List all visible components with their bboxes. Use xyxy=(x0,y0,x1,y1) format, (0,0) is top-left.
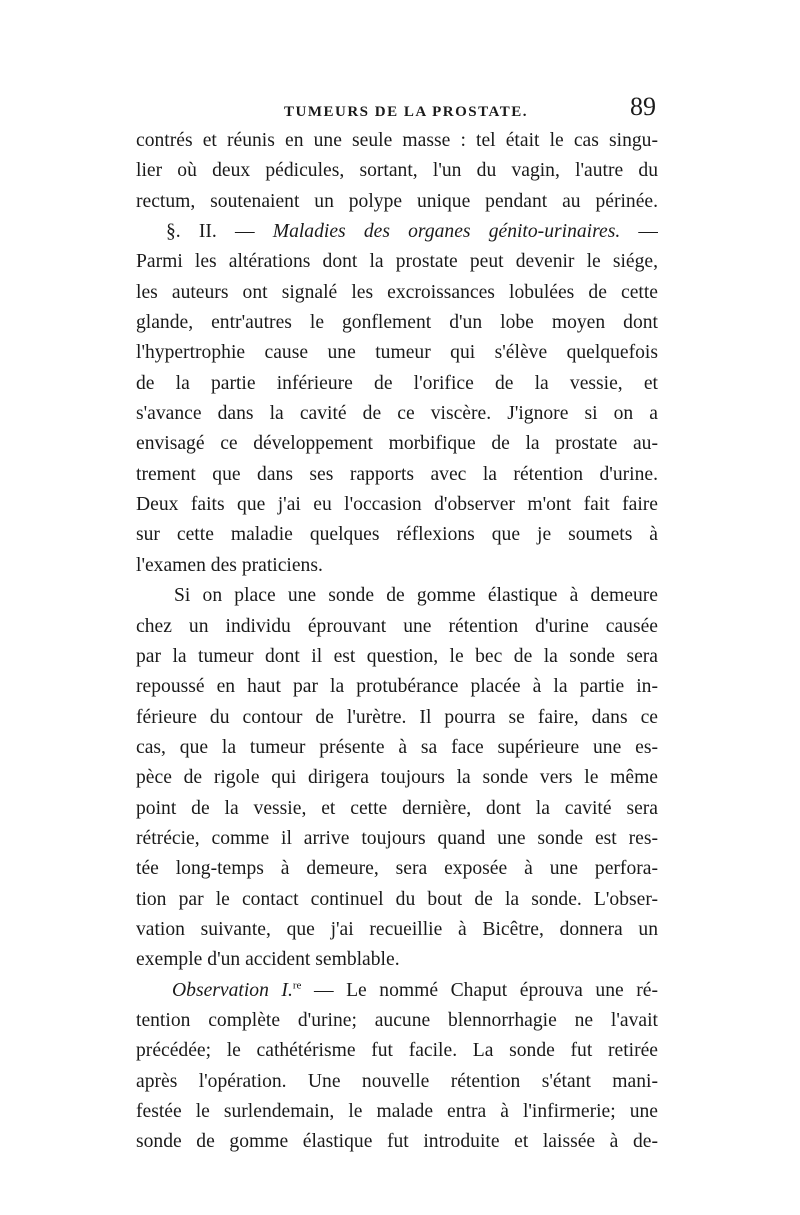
text-line: l'examen des praticiens. xyxy=(136,554,323,576)
page-body xyxy=(136,126,658,1158)
text-line: festée le surlendemain, le malade entra à l'infirmerie; une xyxy=(136,1101,658,1122)
text-line: point de la vessie, et cette dernière, dont la cavité sera xyxy=(136,797,658,819)
text-line: lier où deux pédicules, sortant, l'un du vagin, l'autre du xyxy=(136,160,658,182)
text-line: les auteurs ont signalé les excroissances lobulées de cette xyxy=(136,281,658,303)
section-title: Maladies des organes génito-urinaires. xyxy=(272,221,621,243)
observation-superscript: re xyxy=(292,979,302,992)
text-line: envisagé ce développement morbifique de la prostate au- xyxy=(136,433,658,455)
text-line: repoussé en haut par la protubérance placée à la partie in- xyxy=(136,676,658,698)
text-line: tion par le contact continuel du bout de la sonde. L'obser- xyxy=(136,888,658,910)
text-line: après l'opération. Une nouvelle rétention s'étant mani- xyxy=(136,1070,658,1092)
text-line: s'avance dans la cavité de ce viscère. J'ignore si on a xyxy=(136,403,658,425)
text-line: sur cette maladie quelques réflexions que je soumets à xyxy=(136,524,658,546)
text-line: trement que dans ses rapports avec la rétention d'urine. xyxy=(136,463,658,485)
text-line: tention complète d'urine; aucune blennorrhagie ne l'avait xyxy=(136,1009,658,1031)
text-line: chez un individu éprouvant une rétention d'urine causée xyxy=(136,615,658,637)
observation-label: Observation I. xyxy=(172,979,293,1001)
text-line: précédée; le cathétérisme fut facile. La sonde fut retirée xyxy=(136,1040,658,1062)
text-line: férieure du contour de l'urètre. Il pourra se faire, dans ce xyxy=(136,706,658,728)
text-line: contrés et réunis en une seule masse : tel était le cas singu- xyxy=(136,130,658,151)
text-line: Si on place une sonde de gomme élastique à demeure xyxy=(174,585,658,607)
observation-text: — Le nommé Chaput éprouva une ré- xyxy=(301,979,658,1001)
text-line: exemple d'un accident semblable. xyxy=(136,949,400,971)
section-number: §. II. — xyxy=(166,221,273,243)
text-line: cas, que la tumeur présente à sa face supérieure une es- xyxy=(136,736,658,758)
text-line: sonde de gomme élastique fut introduite et laissée à de- xyxy=(136,1131,658,1153)
text-line: de la partie inférieure de l'orifice de la vessie, et xyxy=(136,372,658,394)
text-line: vation suivante, que j'ai recueillie à Bicêtre, donnera un xyxy=(136,918,658,940)
text-line: Parmi les altérations dont la prostate peut devenir le siége, xyxy=(136,251,658,273)
section-heading xyxy=(136,217,658,247)
section-dash: — xyxy=(620,221,658,243)
observation-heading xyxy=(136,976,658,1006)
page-number: 89 xyxy=(630,92,656,121)
text-line: rétrécie, comme il arrive toujours quand une sonde est res- xyxy=(136,827,658,849)
text-line: l'hypertrophie cause une tumeur qui s'élève quelquefois xyxy=(136,342,658,364)
text-line: glande, entr'autres le gonflement d'un lobe moyen dont xyxy=(136,312,658,334)
text-line: Deux faits que j'ai eu l'occasion d'observer m'ont fait faire xyxy=(136,494,658,516)
running-title: TUMEURS DE LA PROSTATE. xyxy=(284,104,528,120)
text-line: par la tumeur dont il est question, le bec de la sonde sera xyxy=(136,645,658,667)
text-line: rectum, soutenaient un polype unique pendant au périnée. xyxy=(136,190,658,212)
text-line: tée long-temps à demeure, sera exposée à une perfora- xyxy=(136,858,658,880)
text-line: pèce de rigole qui dirigera toujours la sonde vers le même xyxy=(136,767,658,789)
